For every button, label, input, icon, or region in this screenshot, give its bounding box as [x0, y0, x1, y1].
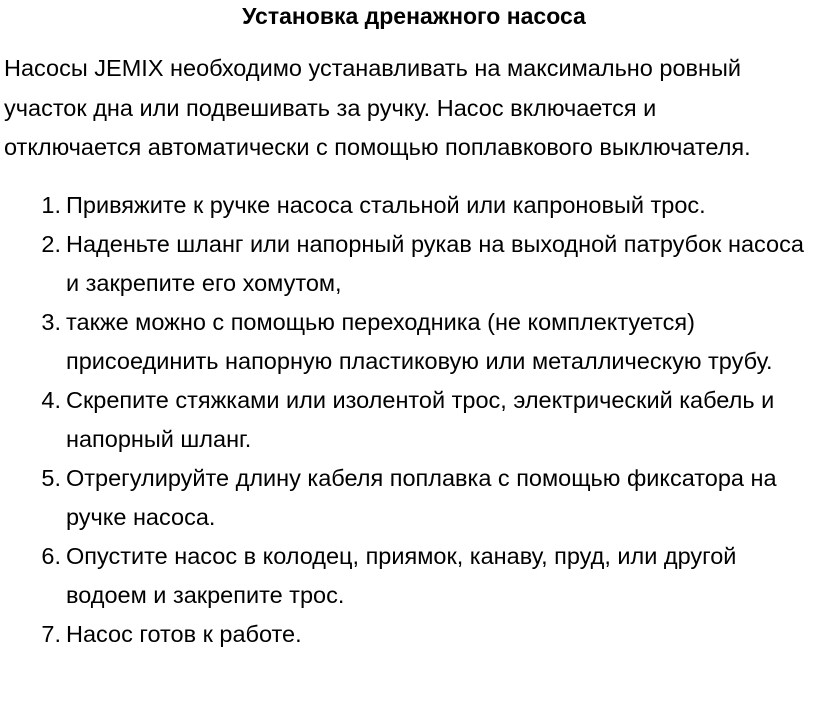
document-title: Установка дренажного насоса — [242, 3, 586, 29]
list-item — [4, 186, 824, 225]
list-item — [4, 537, 824, 614]
intro-paragraph: Насосы JEMIX необходимо устанавливать на максимально ровный участок дна или подвешивать за ручку. Насос включается и отключается автоматически с помощью поплавкового выключателя. — [4, 55, 751, 160]
step-text: Насос готов к работе. — [66, 621, 302, 647]
step-number: 6 . — [4, 537, 62, 614]
list-item — [4, 225, 824, 302]
step-text: Наденьте шланг или напорный рукав на выходной патрубок насоса и закрепите его хомутом, — [66, 231, 804, 296]
step-text: также можно с помощью переходника (не комплектуется) присоединить напорную пластиковую или металлическую трубу. — [66, 309, 773, 374]
list-item — [4, 459, 824, 536]
list-item — [4, 615, 824, 654]
steps-list — [4, 186, 824, 654]
list-item — [4, 303, 824, 380]
step-number: 1 . — [4, 186, 62, 225]
step-number: 7 . — [4, 615, 62, 654]
step-number: 5 . — [4, 459, 62, 536]
step-number: 3 . — [4, 303, 62, 380]
step-text: Привяжите к ручке насоса стальной или капроновый трос. — [66, 191, 706, 218]
step-number: 4 . — [4, 381, 62, 458]
step-text: Опустите насос в колодец, приямок, канаву, пруд, или другой водоем и закрепите трос. — [66, 543, 737, 608]
step-text: Скрепите стяжками или изолентой трос, электрический кабель и напорный шланг. — [66, 387, 775, 452]
list-item — [4, 381, 824, 458]
step-number: 2 . — [4, 225, 62, 302]
step-text: Отрегулируйте длину кабеля поплавка с помощью фиксатора на ручке насоса. — [66, 465, 777, 530]
